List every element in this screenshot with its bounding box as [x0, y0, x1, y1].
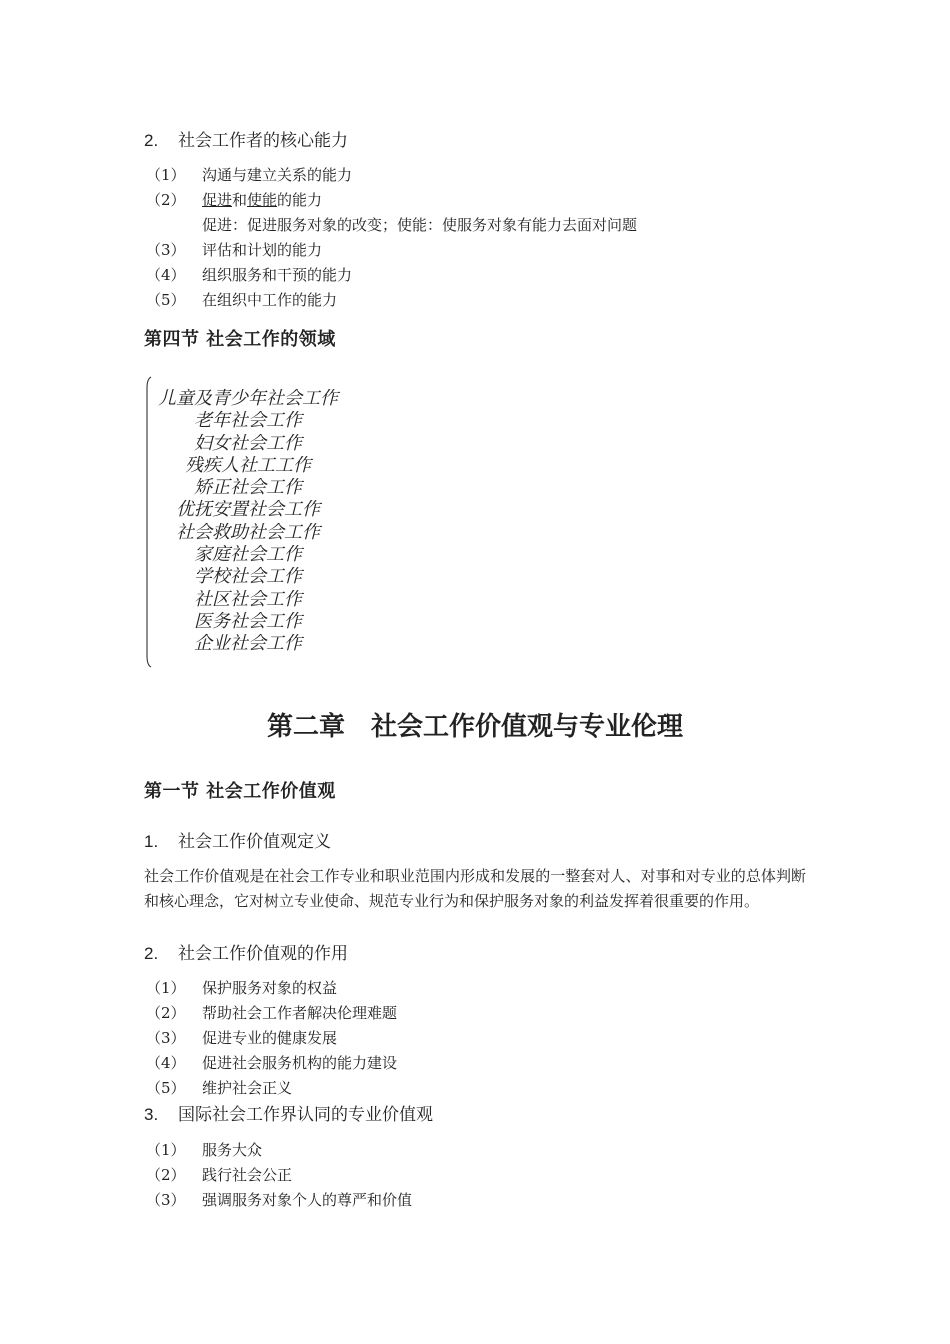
heading-text: 国际社会工作界认同的专业价值观	[178, 1105, 433, 1125]
list-text: 评估和计划的能力	[202, 241, 323, 259]
domain-list	[148, 388, 348, 656]
domain-item: 妇女社会工作	[194, 432, 302, 454]
domain-item: 社区社会工作	[194, 588, 302, 610]
list-text: 和	[232, 191, 248, 209]
list-marker: （2）	[146, 1004, 186, 1022]
heading-number: 2.	[144, 944, 159, 963]
underlined-term-enable: 使能	[247, 191, 278, 209]
list-item	[146, 1164, 292, 1185]
domain-item: 家庭社会工作	[194, 544, 302, 566]
list-marker: （4）	[146, 266, 186, 284]
list-item	[146, 1077, 292, 1098]
heading-number: 1.	[144, 832, 159, 851]
list-text: 践行社会公正	[202, 1166, 293, 1184]
list-text: 维护社会正义	[202, 1079, 293, 1097]
domain-item: 学校社会工作	[194, 566, 302, 588]
list-marker: （5）	[146, 291, 186, 309]
list-text: 帮助社会工作者解决伦理难题	[202, 1004, 398, 1022]
list-text: 的能力	[277, 191, 323, 209]
list-marker: （2）	[146, 1166, 186, 1184]
list-marker: （5）	[146, 1079, 186, 1097]
list-marker: （3）	[146, 1029, 186, 1047]
domain-item: 优抚安置社会工作	[176, 499, 320, 521]
list-text: 强调服务对象个人的尊严和价值	[202, 1191, 413, 1209]
list-marker: （1）	[146, 979, 186, 997]
underlined-term-promote: 促进	[202, 191, 233, 209]
heading-core-ability	[144, 126, 348, 151]
heading-number: 2.	[144, 131, 159, 150]
list-item	[146, 189, 322, 210]
section-title: 第四节 社会工作的领域	[144, 329, 336, 350]
domain-item: 残疾人社工工作	[185, 454, 311, 476]
list-marker: （3）	[146, 1191, 186, 1209]
list-item	[146, 164, 352, 185]
list-text: 服务大众	[202, 1141, 263, 1159]
domain-item: 医务社会工作	[194, 610, 302, 632]
list-text: 保护服务对象的权益	[202, 979, 338, 997]
heading-text: 社会工作价值观定义	[178, 832, 331, 852]
list-item	[146, 289, 337, 310]
list-marker: （4）	[146, 1054, 186, 1072]
list-item	[146, 1189, 412, 1210]
domain-item: 儿童及青少年社会工作	[158, 388, 338, 409]
list-item-note: 促进：促进服务对象的改变；使能：使服务对象有能力去面对问题	[202, 216, 638, 234]
list-item	[146, 1139, 262, 1160]
list-item	[146, 1052, 397, 1073]
heading-definition	[144, 827, 331, 852]
heading-intl-values	[144, 1100, 433, 1125]
definition-paragraph: 社会工作价值观是在社会工作专业和职业范围内形成和发展的一整套对人、对事和对专业的总体判断和核心理念，它对树立专业使命、规范专业行为和保护服务对象的利益发挥着很重要的作用。	[144, 867, 806, 910]
heading-number: 3.	[144, 1105, 159, 1124]
chapter-title: 第二章 社会工作价值观与专业伦理	[266, 712, 683, 742]
list-text: 组织服务和干预的能力	[202, 266, 353, 284]
list-item	[146, 1027, 337, 1048]
list-text: 促进专业的健康发展	[202, 1029, 338, 1047]
list-item	[146, 264, 352, 285]
heading-text: 社会工作者的核心能力	[178, 131, 348, 151]
list-item	[146, 239, 322, 260]
list-item	[146, 977, 337, 998]
list-marker: （2）	[146, 191, 186, 209]
list-marker: （3）	[146, 241, 186, 259]
domain-item: 企业社会工作	[194, 633, 302, 655]
domain-item: 社会救助社会工作	[176, 521, 320, 543]
list-text: 在组织中工作的能力	[202, 291, 338, 309]
list-text: 沟通与建立关系的能力	[202, 166, 353, 184]
domain-item: 老年社会工作	[194, 410, 302, 432]
list-marker: （1）	[146, 1141, 186, 1159]
list-item	[146, 1002, 397, 1023]
heading-functions	[144, 939, 348, 964]
list-marker: （1）	[146, 166, 186, 184]
heading-text: 社会工作价值观的作用	[178, 944, 348, 964]
section-title: 第一节 社会工作价值观	[144, 781, 336, 802]
list-text: 促进社会服务机构的能力建设	[202, 1054, 398, 1072]
domain-item: 矫正社会工作	[194, 477, 302, 499]
